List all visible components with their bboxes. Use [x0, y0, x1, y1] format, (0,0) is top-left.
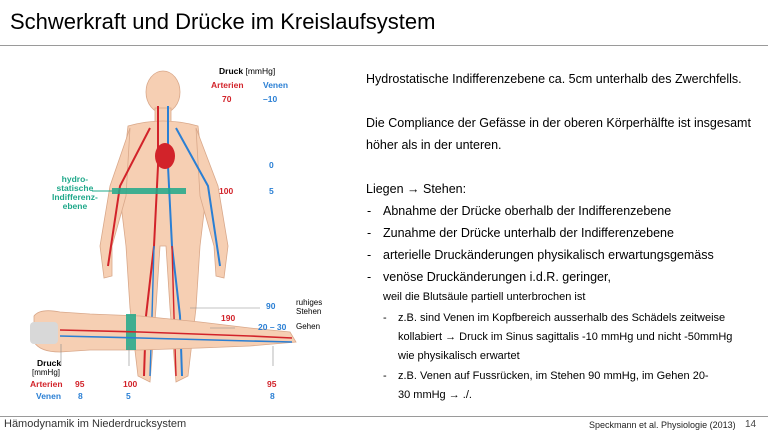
head-vein-value: –10 [263, 94, 278, 104]
compliance-text-2: höher als in der unteren. [366, 138, 502, 152]
indifference-text: Hydrostatische Indifferenzebene ca. 5cm unterhalb des Zwerchfells. [366, 72, 742, 86]
bullet-continuation: weil die Blutsäule partiell unterbrochen ist [383, 291, 586, 303]
bullet-marker: - [367, 226, 372, 240]
level-artery-value: 100 [219, 186, 234, 196]
chest-vein-value: 0 [269, 160, 274, 170]
walk-label: Gehen [296, 322, 321, 331]
lying-body [34, 311, 296, 352]
bullet-item: Zunahme der Drücke unterhalb der Indifferenzebene [383, 226, 674, 240]
lying-head-vein-value: 8 [78, 391, 83, 401]
head-artery-value: 70 [222, 94, 232, 104]
sub-bullet-marker: - [383, 370, 387, 382]
bullet-marker: - [367, 248, 372, 262]
venen-label-top: Venen [263, 80, 289, 90]
level-vein-value: 5 [269, 186, 274, 196]
bullet-marker: - [367, 204, 372, 218]
compliance-text-1: Die Compliance der Gefässe in der oberen Körperhälfte ist insgesamt [366, 116, 751, 130]
rest-label: ruhiges Stehen [296, 298, 323, 316]
sub-bullet-line: z.B. sind Venen im Kopfbereich ausserhalb des Schädels zeitweise [398, 312, 726, 324]
sub-bullet-line: 30 mmHg → ./. [398, 389, 472, 401]
unit-label-bottom: [mmHg] [32, 368, 60, 377]
foot-vein-rest-value: 90 [266, 301, 276, 311]
bullet-item: Abnahme der Drücke oberhalb der Indifferenzebene [383, 204, 672, 218]
slide-title: Schwerkraft und Drücke im Kreislaufsystem [10, 9, 436, 34]
heart [155, 143, 175, 169]
sub-bullet-line: wie physikalisch erwartet [398, 350, 520, 362]
footer-topic: Hämodynamik im Niederdrucksystem [4, 418, 187, 430]
druck-label-bottom: Druck [37, 358, 62, 368]
venen-label-bottom: Venen [36, 391, 62, 401]
indifference-plane [112, 188, 186, 194]
druck-label-top: Druck [mmHg] [219, 66, 276, 76]
lying-head-artery-value: 95 [75, 379, 85, 389]
arterien-label-bottom: Arterien [30, 379, 63, 389]
sub-bullet-line: z.B. Venen auf Fussrücken, im Stehen 90 mmHg, im Gehen 20- [398, 370, 709, 382]
foot-vein-walk-value: 20 – 30 [258, 322, 287, 332]
lying-foot-artery-value: 95 [267, 379, 277, 389]
liegen-stehen-heading: Liegen → Stehen: [366, 182, 467, 196]
bullet-marker: - [367, 270, 372, 284]
footer-divider [0, 416, 768, 417]
lying-mid-vein-value: 5 [126, 391, 131, 401]
bullet-item: venöse Druckänderungen i.d.R. geringer, [383, 270, 611, 284]
sub-bullet-marker: - [383, 312, 387, 324]
lying-mid-artery-value: 100 [123, 379, 138, 389]
bullet-item: arterielle Druckänderungen physikalisch erwartungsgemäss [383, 248, 714, 262]
lying-foot-vein-value: 8 [270, 391, 275, 401]
footer-reference: Speckmann et al. Physiologie (2013) [589, 420, 736, 430]
pillow [30, 322, 58, 344]
sub-bullet-line: kollabiert → Druck im Sinus sagittalis -10 mmHg und nicht -50mmHg [398, 331, 733, 343]
indifference-label: hydro- statische Indifferenz- ebene [52, 174, 98, 211]
page-number: 14 [745, 419, 757, 430]
arterien-label-top: Arterien [211, 80, 244, 90]
foot-artery-value: 190 [221, 313, 236, 323]
